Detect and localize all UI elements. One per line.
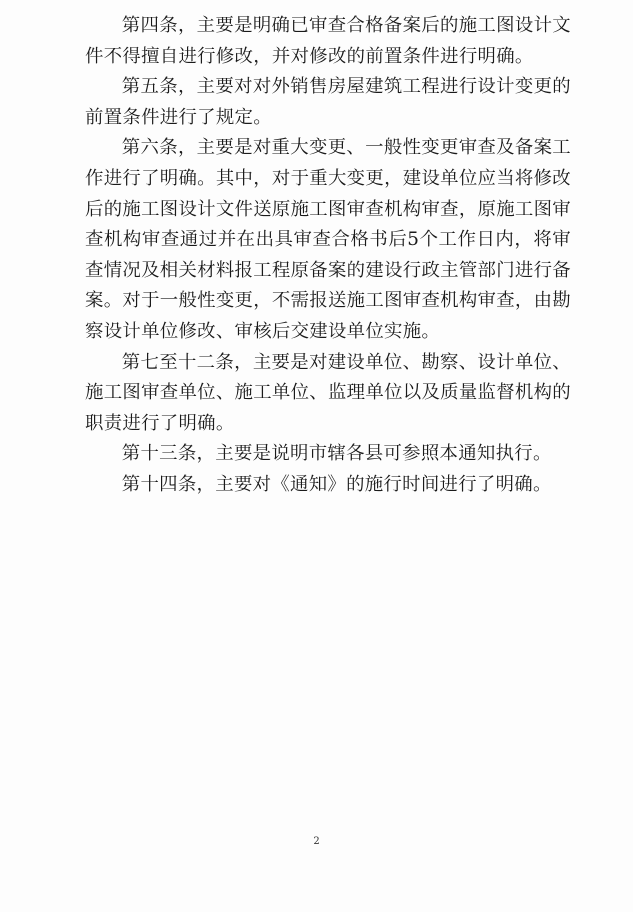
- paragraph-article-4: 第四条，主要是明确已审查合格备案后的施工图设计文件不得擅自进行修改，并对修改的前置条件进行明确。: [85, 15, 571, 67]
- page-number: 2: [313, 836, 320, 847]
- paragraph-article-14: 第十四条，主要对《通知》的施行时间进行了明确。: [121, 473, 552, 495]
- paragraph-article-5: 第五条，主要对对外销售房屋建筑工程进行设计变更的前置条件进行了规定。: [85, 76, 571, 128]
- document-body: [85, 11, 571, 501]
- paragraph-articles-7-12: 第七至十二条，主要是对建设单位、勘察、设计单位、施工图审查单位、施工单位、监理单位以及质量监督机构的职责进行了明确。: [85, 351, 571, 434]
- paragraph-article-6: 第六条，主要是对重大变更、一般性变更审查及备案工作进行了明确。其中，对于重大变更，建设单位应当将修改后的施工图设计文件送原施工图审查机构审查，原施工图审查机构审查通过并在出具审查合格书后5个工作日内，将审查情况及相关材料报工程原备案的建设行政主管部门进行备案。对于一般性变更，不需报送施工图审查机构审查，由勘察设计单位修改、审核后交建设单位实施。: [85, 137, 571, 342]
- paragraph-article-13: 第十三条，主要是说明市辖各县可参照本通知执行。: [121, 443, 552, 465]
